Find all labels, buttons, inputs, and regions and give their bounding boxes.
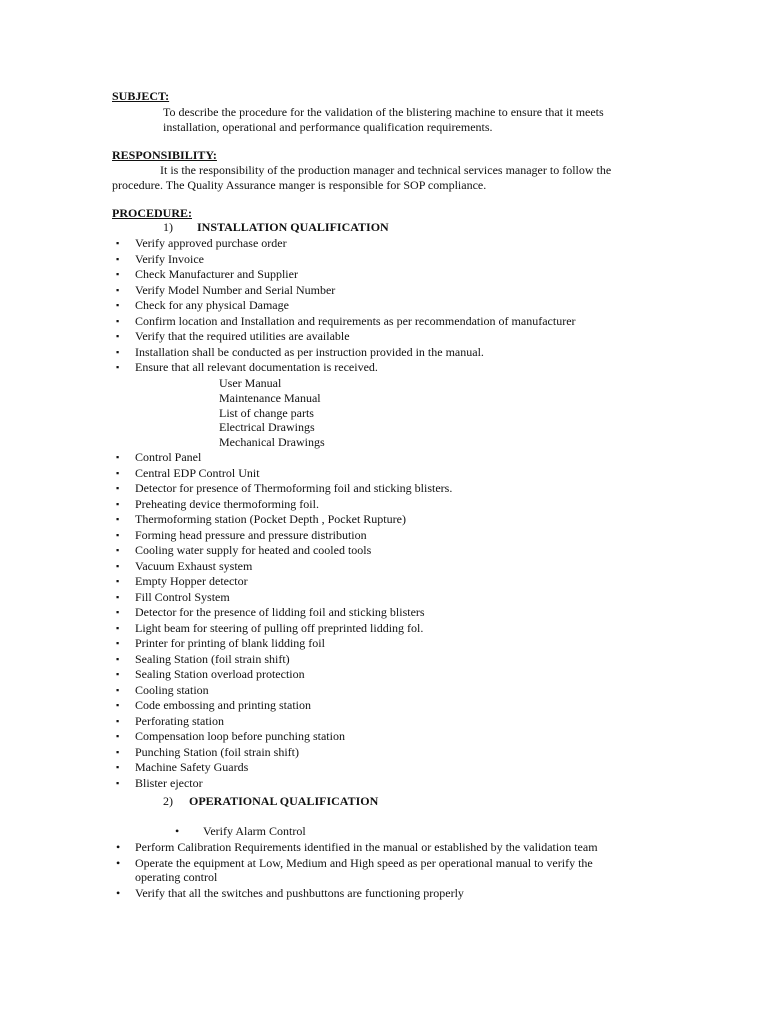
list-item: Check Manufacturer and Supplier [135,267,298,281]
list-item: Installation shall be conducted as per instruction provided in the manual. [135,344,484,359]
list-item: Electrical Drawings [219,420,315,435]
bullet-icon: ▪ [116,269,120,279]
section-1-number: 1) [163,220,173,234]
subject-heading: SUBJECT: [112,89,170,103]
bullet-icon: ▪ [116,777,120,788]
bullet-icon: ▪ [116,300,120,310]
oq-continuation: operating control [135,870,218,884]
bullet-icon: ▪ [116,315,120,326]
bullet-icon: ▪ [116,483,120,493]
bullet-icon: ▪ [116,638,120,648]
list-item: Printer for printing of blank lidding foil [135,636,325,650]
responsibility-heading: RESPONSIBILITY: [112,148,217,162]
bullet-icon: ▪ [116,700,120,710]
responsibility-line-2: procedure. The Quality Assurance manger is responsible for SOP compliance. [112,178,487,192]
bullet-icon: ▪ [116,622,120,633]
list-item: Central EDP Control Unit [135,465,260,480]
bullet-icon: ▪ [116,560,120,571]
responsibility-line-1: It is the responsibility of the production manager and technical services manager to follow the [160,163,612,177]
bullet-icon: ▪ [116,731,120,741]
list-item: User Manual [219,376,282,390]
bullet-icon: ▪ [116,762,120,772]
section-1-title: INSTALLATION QUALIFICATION [197,220,389,234]
bullet-icon: ▪ [116,253,120,264]
bullet-icon: ▪ [116,467,120,478]
bullet-icon: ▪ [116,684,120,695]
bullet-icon: ▪ [116,284,120,295]
oq-sub-item: Verify Alarm Control [203,824,306,838]
list-item: Control Panel [135,450,202,464]
bullet-icon: ▪ [116,514,120,524]
list-item: Fill Control System [135,589,230,604]
bullet-icon: • [116,840,121,854]
oq-sub-bullet: • [175,824,180,838]
bullet-icon: ▪ [116,576,120,586]
bullet-icon: ▪ [116,715,120,726]
list-item: Maintenance Manual [219,390,321,405]
bullet-icon: ▪ [116,591,120,602]
list-item: Sealing Station overload protection [135,667,305,681]
list-item: Ensure that all relevant documentation is received. [135,360,378,374]
section-2-title: OPERATIONAL QUALIFICATION [189,794,379,808]
bullet-icon: ▪ [116,331,120,341]
list-item: Detector for the presence of lidding foil and sticking blisters [135,605,425,619]
bullet-icon: ▪ [116,452,120,462]
bullet-icon: ▪ [116,669,120,679]
list-item: Perform Calibration Requirements identified in the manual or established by the validation team [135,840,598,854]
list-item: Verify that all the switches and pushbuttons are functioning properly [135,886,464,900]
list-item: Vacuum Exhaust system [135,558,253,573]
list-item: Verify that the required utilities are available [135,329,350,343]
list-item: Verify Invoice [135,251,204,266]
bullet-icon: ▪ [116,498,120,509]
list-item: Confirm location and Installation and requirements as per recommendation of manufacturer [135,313,576,328]
list-item: Cooling station [135,682,209,697]
list-item: Sealing Station (foil strain shift) [135,651,290,666]
list-item: Perforating station [135,713,224,728]
bullet-icon: ▪ [116,346,120,357]
bullet-icon: • [116,886,121,900]
list-item: Forming head pressure and pressure distribution [135,527,367,542]
list-item: Detector for presence of Thermoforming foil and sticking blisters. [135,481,453,495]
list-item: Light beam for steering of pulling off preprinted lidding fol. [135,620,424,635]
subject-line-1: To describe the procedure for the validation of the blistering machine to ensure that it meets [163,105,604,119]
bullet-icon: ▪ [116,238,120,248]
list-item: Verify approved purchase order [135,236,287,250]
list-item: Code embossing and printing station [135,698,311,712]
list-item: Compensation loop before punching station [135,729,345,743]
list-item: Empty Hopper detector [135,574,248,588]
list-item: Machine Safety Guards [135,760,249,774]
procedure-heading: PROCEDURE: [112,206,192,220]
list-item: List of change parts [219,405,314,420]
bullet-icon: ▪ [116,653,120,664]
list-item: Cooling water supply for heated and cooled tools [135,543,372,557]
bullet-icon: • [116,856,121,870]
list-item: Blister ejector [135,775,203,790]
list-item: Preheating device thermoforming foil. [135,496,319,511]
list-item: Punching Station (foil strain shift) [135,744,299,759]
list-item: Verify Model Number and Serial Number [135,282,336,297]
list-item: Check for any physical Damage [135,298,289,312]
bullet-icon: ▪ [116,607,120,617]
list-item: Mechanical Drawings [219,435,325,450]
bullet-icon: ▪ [116,545,120,555]
list-item: Thermoforming station (Pocket Depth , Pocket Rupture) [135,512,406,526]
bullet-icon: ▪ [116,529,120,540]
subject-line-2: installation, operational and performance qualification requirements. [163,120,493,134]
list-item: Operate the equipment at Low, Medium and High speed as per operational manual to verify the [135,856,593,870]
section-2-number: 2) [163,794,173,808]
bullet-icon: ▪ [116,362,120,372]
bullet-icon: ▪ [116,746,120,757]
